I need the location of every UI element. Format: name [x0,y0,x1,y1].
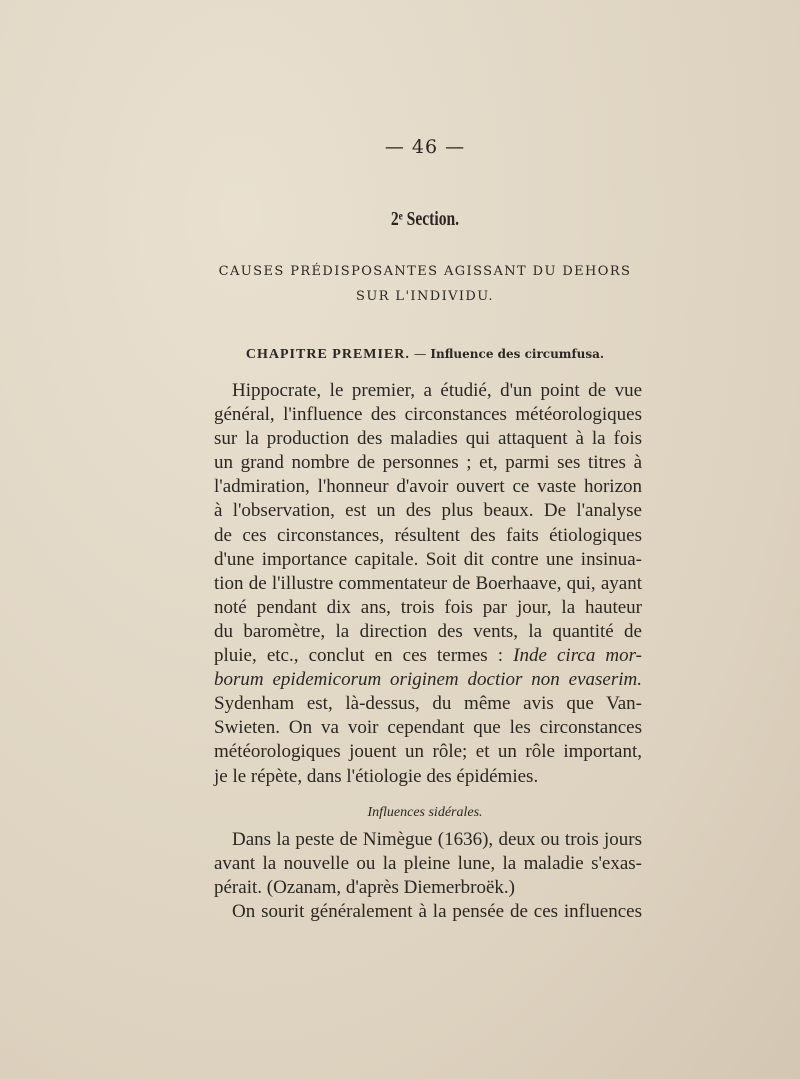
section-title: 2ᵉ Section. [390,208,460,230]
page-number: — 46 — [384,136,466,158]
text-line: avant la nouvelle ou la pleine lune, la maladie s'exas- [214,853,642,875]
text-line: à l'observation, est un des plus beaux. De l'analyse [214,500,642,522]
subheading-influences-siderales: Influences sidérales. [367,805,483,820]
text-line: Dans la peste de Nimègue (1636), deux ou trois jours [232,829,642,850]
text-line: Swieten. On va voir cependant que les circonstances [214,717,642,739]
text-line: noté pendant dix ans, trois fois par jour, la hauteur [214,596,642,618]
chapter-title: Influence des circumfusa. [430,347,605,361]
text-line: tion de l'illustre commentateur de Boerhaave, qui, ayant [214,572,642,594]
chapter-label: CHAPITRE PREMIER. [245,347,410,362]
chapter-heading [0,346,800,363]
text-line: de ces circonstances, résultent des faits étiologiques [214,524,642,546]
latin-quote-line [214,668,642,692]
text-segment: pluie, etc., conclut en ces termes : [214,645,514,667]
paragraph-nimegue [214,828,642,924]
text-line: d'une importance capitale. Soit dit contre une insinua- [214,548,642,570]
text-line: un grand nombre de personnes ; et, parmi ses titres à [214,452,642,474]
text-line: l'admiration, l'honneur d'avoir ouvert ce vaste horizon [214,476,642,498]
text-line: Hippocrate, le premier, a étudié, d'un point de vue [232,380,642,401]
text-line-with-quote [214,644,642,668]
text-line: sur la production des maladies qui attaquent à la fois [214,428,642,450]
text-line: pérait. (Ozanam, d'après Diemerbroëk.) [214,877,515,899]
chapter-separator: — [409,346,431,361]
section-heading-line-1: CAUSES PRÉDISPOSANTES AGISSANT DU DEHORS [218,264,632,279]
paragraph-hippocrate [214,379,642,789]
text-line: je le répète, dans l'étiologie des épidémies. [214,765,539,787]
section-heading-line-2: SUR L'INDIVIDU. [356,289,494,304]
text-line: météorologiques jouent un rôle; et un rôle important, [214,741,642,763]
text-line: du baromètre, la direction des vents, la quantité de [214,620,642,642]
latin-quote-start: Inde circa mor- [513,645,642,667]
text-line: Sydenham est, là-dessus, du même avis que Van- [214,693,642,715]
text-line: général, l'influence des circonstances météorologiques [214,404,642,426]
latin-quote-end: borum epidemicorum originem doctior non evaserim. [214,669,642,691]
text-line: On sourit généralement à la pensée de ces influences [232,901,642,923]
